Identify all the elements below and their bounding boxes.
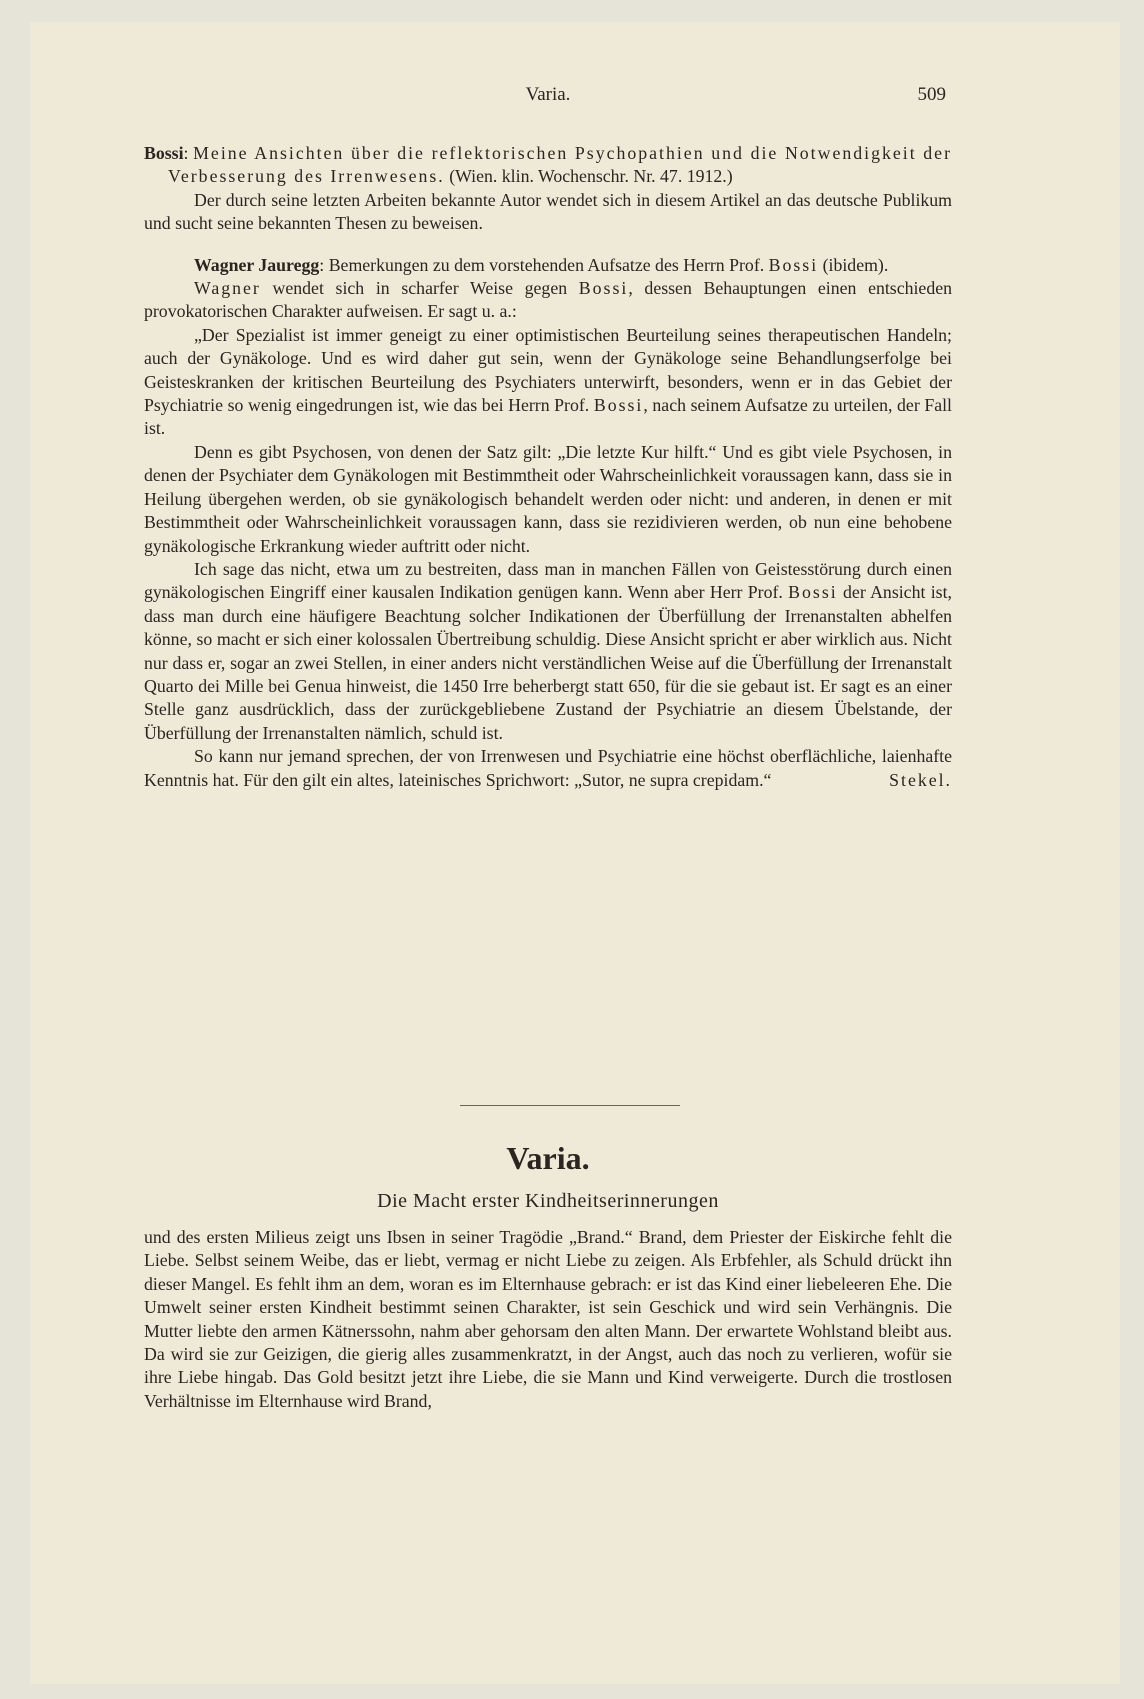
review-wagner-paragraph: Ich sage das nicht, etwa um zu bestreiten, dass man in manchen Fällen von Geistesstörung durch einen gynäkologischen Eingriff einer kausalen Indikation genügen kann. Wenn aber Herr Prof. Bossi der Ansicht ist, dass man durch eine häufigere Beachtung solcher Indikationen der Überfüllung der Irrenanstalten abhelfen könne, so macht er sich einer kolossalen Übertreibung schuldig. Diese Ansicht spricht er aber wirklich aus. Nicht nur dass er, sogar an zwei Stellen, in einer anders nicht verständlichen Weise auf die Überfüllung der Irrenanstalt Quarto dei Mille bei Genua hinweist, die 1450 Irre beherbergt statt 650, für die sie gebaut ist. Er sagt es an einer Stelle ganz ausdrücklich, dass der zurückgebliebene Zustand der Psychiatrie an diesem Übelstande, der Überfüllung der Irrenanstalten nämlich, schuld ist. [144, 558, 952, 743]
section-divider [460, 1105, 680, 1106]
review-citation: (Wien. klin. Wochenschr. Nr. 47. 1912.) [449, 166, 733, 187]
review-wagner-reference: Wagner Jauregg: Bemerkungen zu dem vorstehenden Aufsatze des Herrn Prof. Bossi (ibidem). [194, 254, 889, 275]
section-title: Varia. [506, 1140, 590, 1176]
review-title: Meine Ansichten über die reflektorischen Psychopathien und die Notwendigkeit der Verbesserung des Irrenwesens. [168, 143, 952, 187]
article-body [144, 1226, 952, 1413]
review-wagner-paragraph: Denn es gibt Psychosen, von denen der Satz gilt: „Die letzte Kur hilft.“ Und es gibt viele Psychosen, in denen der Psychiater dem Gynäkologen mit Bestimmtheit oder Wahrscheinlichkeit voraussagen kann, dass sie in Heilung übergehen werden, ob sie gynäkologisch behandelt werden oder nicht: und anderen, in denen er mit Bestimmtheit oder Wahrscheinlichkeit voraussagen kann, dass sie rezidivieren werden, ob nun eine behobene gynäkologische Erkrankung wieder auftritt oder nicht. [144, 441, 952, 556]
running-header [144, 84, 952, 114]
review-bossi-reference: Bossi: Meine Ansichten über die reflektorischen Psychopathien und die Notwendigkeit der Verbesserung des Irrenwesens. (Wien. klin. Wochenschr. Nr. 47. 1912.) [144, 143, 952, 187]
review-wagner-paragraph: Wagner wendet sich in scharfer Weise gegen Bossi, dessen Behauptungen einen entschieden provokatorischen Charakter aufweisen. Er sagt u. a.: [144, 278, 953, 322]
review-wagner-paragraph: „Der Spezialist ist immer geneigt zu einer optimistischen Beurteilung seines therapeutischen Handeln; auch der Gynäkologe. Und es wird daher gut sein, wenn der Gynäkologe seine Behandlungserfolge bei Geisteskranken der kritischen Beurteilung des Psychiaters unterwirft, besonders, wenn er in das Gebiet der Psychiatrie so wenig eingedrungen ist, wie das bei Herrn Prof. Bossi, nach seinem Aufsatze zu urteilen, der Fall ist. [144, 324, 952, 439]
reviews-block [144, 142, 952, 792]
review-author: Bossi [144, 143, 184, 163]
review-wagner-paragraph: So kann nur jemand sprechen, der von Irrenwesen und Psychiatrie eine höchst oberflächliche, laienhafte Kenntnis hat. Für den gilt ein altes, lateinisches Sprichwort: „Sutor, ne supra crepidam.“ Stekel. [144, 745, 952, 792]
review-bossi-body: Der durch seine letzten Arbeiten bekannte Autor wendet sich in diesem Artikel an das deutsche Publikum und sucht seine bekannten Thesen zu beweisen. [144, 189, 952, 234]
article-paragraph: und des ersten Milieus zeigt uns Ibsen in seiner Tragödie „Brand.“ Brand, dem Priester der Eiskirche fehlt die Liebe. Selbst seinem Weibe, das er liebt, vermag er nicht Liebe zu zeigen. Als Erbfehler, als Schuld drückt ihn dieser Mangel. Es fehlt ihm an dem, woran es im Elternhause gebrach: er ist das Kind einer liebeleeren Ehe. Die Umwelt seiner ersten Kindheit bestimmt seinen Charakter, ist sein Geschick und wird sein Verhängnis. Die Mutter liebte den armen Kätnerssohn, nahm aber gehorsam den alten Mann. Der erwartete Wohlstand bleibt aus. Da wird sie zur Geizigen, die gierig alles zusammenkratzt, in der Angst, auch das noch zu verlieren, wofür sie ihre Liebe hingab. Das Gold besitzt jetzt ihre Liebe, die sie Mann und Kind verweigerte. Durch die trostlosen Verhältnisse im Elternhause wird Brand, [144, 1227, 952, 1411]
page-number: 509 [917, 84, 946, 105]
running-title: Varia. [525, 84, 571, 105]
reviewer-signature: Stekel. [889, 769, 952, 790]
review-author: Wagner Jauregg [194, 254, 320, 275]
article-subtitle: Die Macht erster Kindheitserinnerungen [377, 1190, 719, 1212]
